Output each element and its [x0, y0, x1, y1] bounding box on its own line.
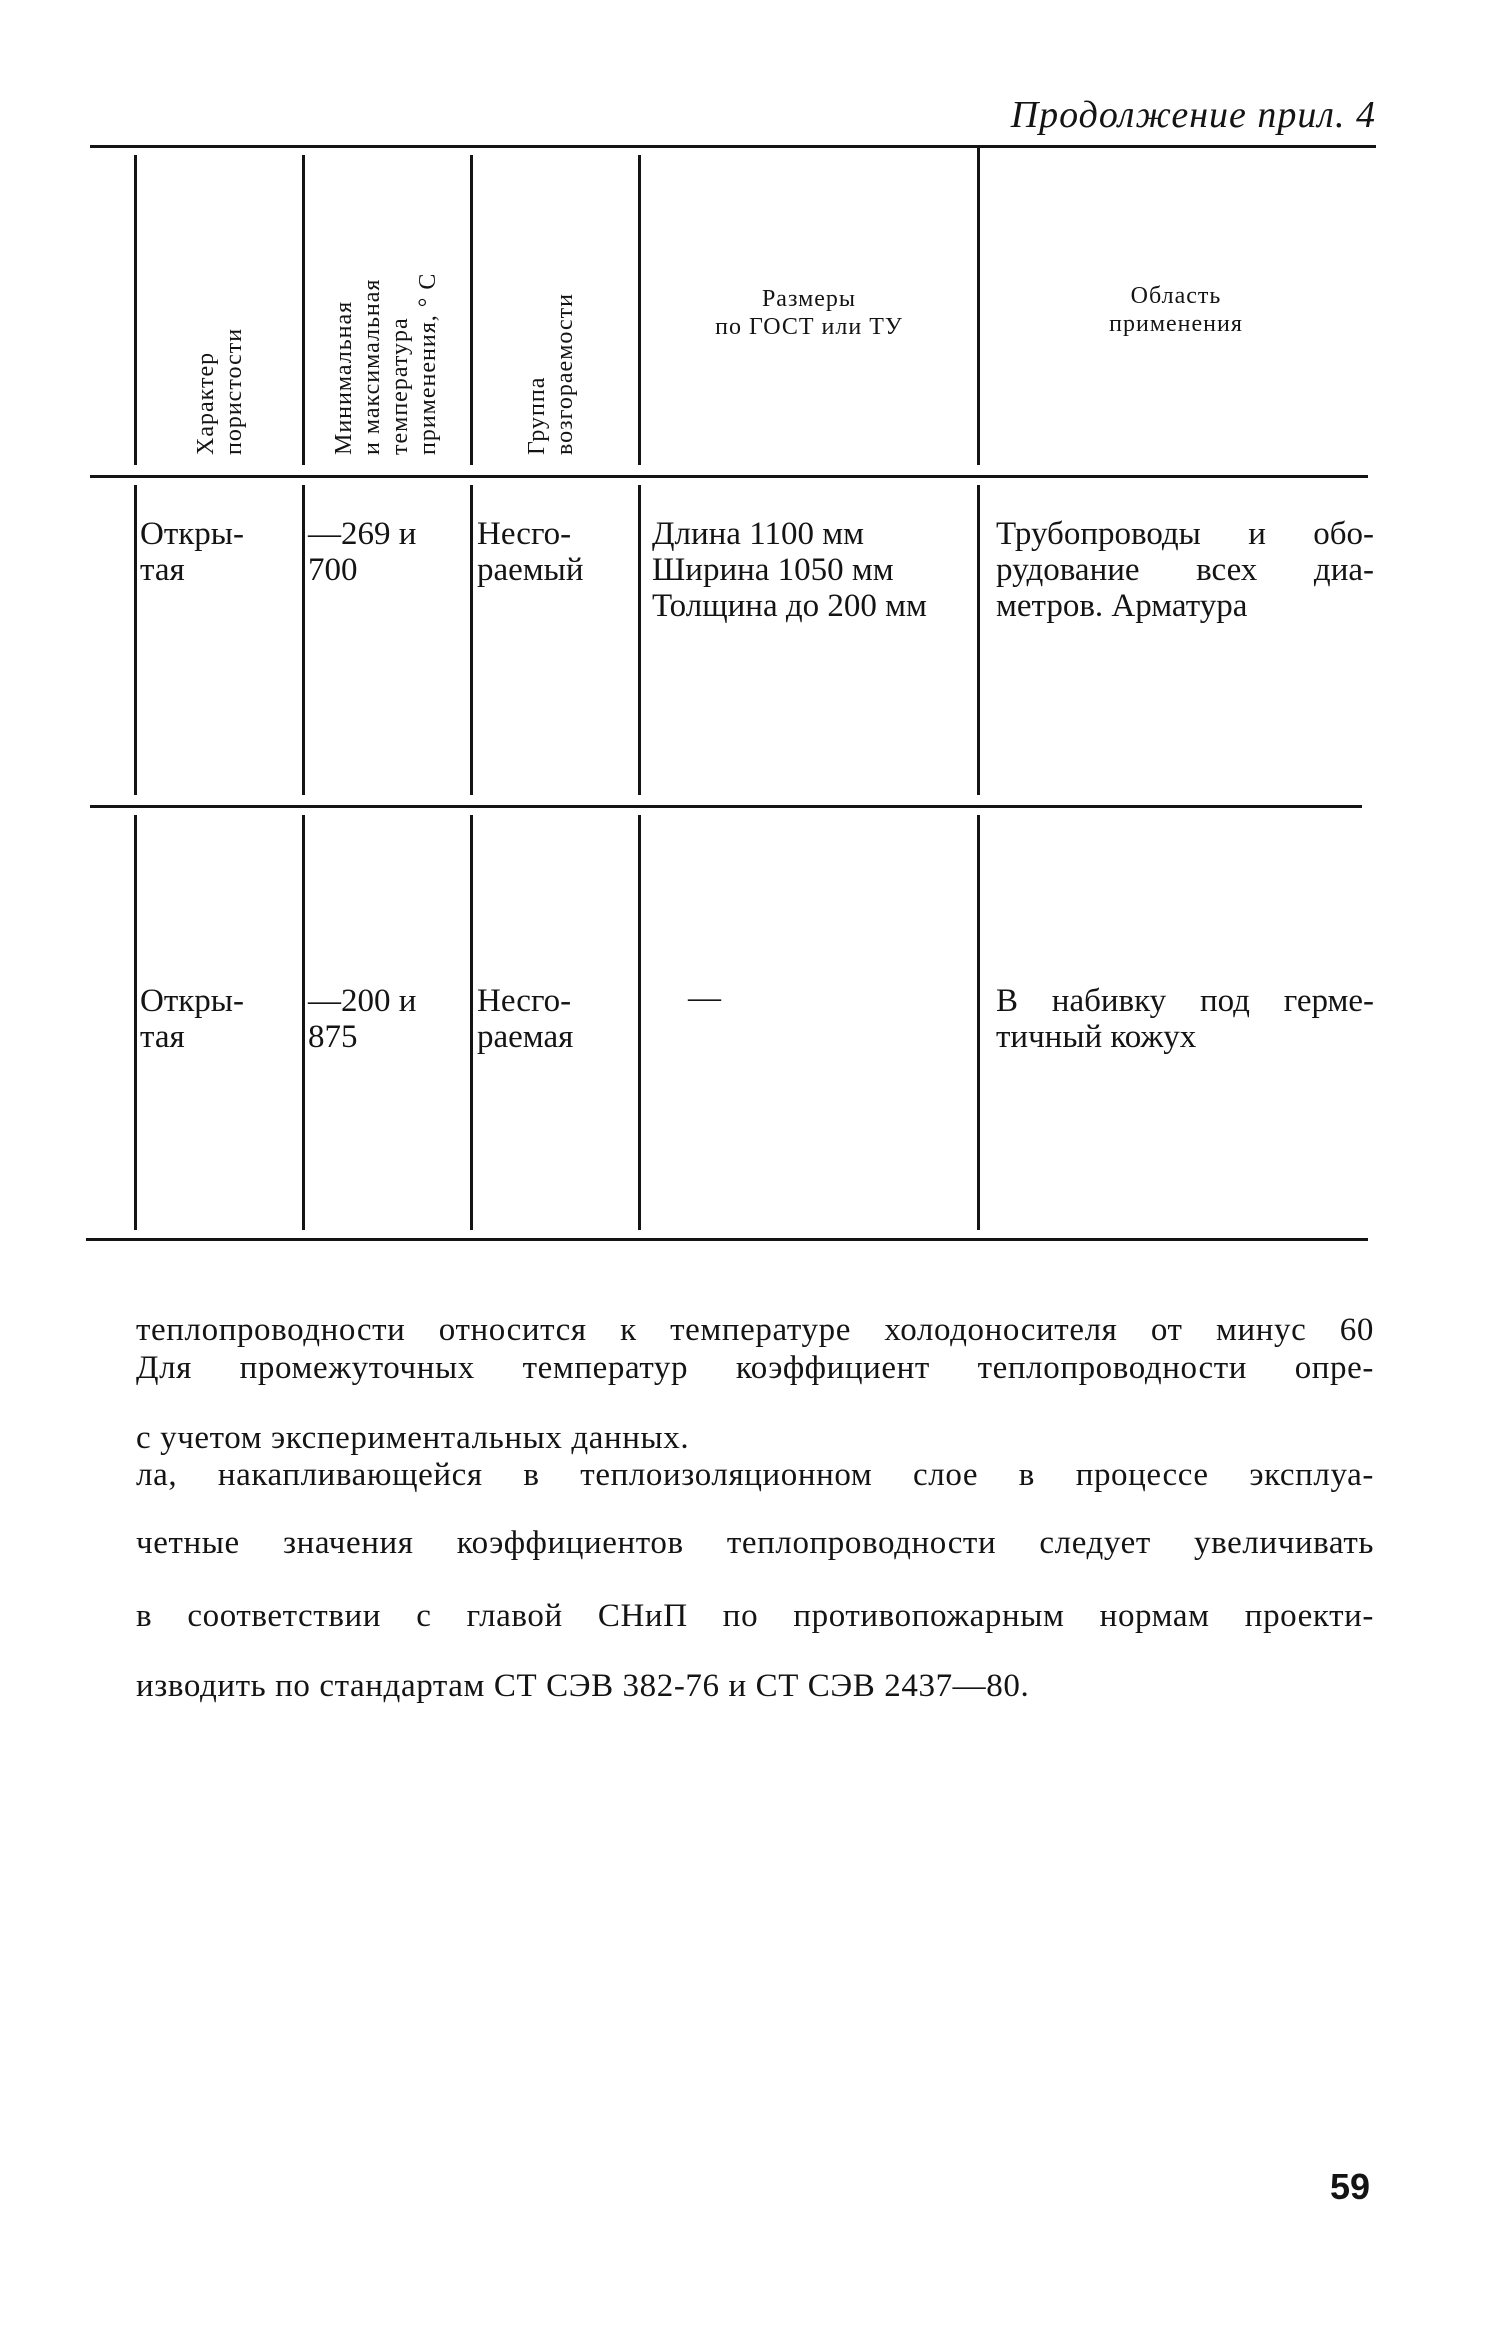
col-rule-1	[134, 155, 137, 465]
col-rule-4	[638, 815, 641, 1230]
table-bottom-rule	[86, 1238, 1368, 1241]
col-rule-3	[470, 155, 473, 465]
body-line: в соответствии с главой СНиП по противопожарным нормам проекти-	[136, 1598, 1374, 1634]
row2-flammability	[477, 983, 573, 1055]
row1-flammability	[477, 516, 584, 588]
header-temperature-line: применения, ° С	[415, 272, 441, 455]
col-rule-3	[470, 485, 473, 795]
cell-line: Несго-	[477, 516, 572, 552]
header-temperature-line: температура	[387, 317, 413, 455]
body-line: теплопроводности относится к температуре холодоносителя от минус 60	[136, 1312, 1374, 1348]
header-porosity-line: пористости	[221, 327, 247, 455]
table-header-rule	[90, 475, 1368, 478]
row1-temperature	[308, 516, 416, 588]
header-application-line: применения	[1109, 311, 1243, 337]
table-row-rule	[90, 805, 1362, 808]
cell-line: Трубопроводы и обо-	[996, 516, 1374, 552]
col-rule-5	[977, 485, 980, 795]
header-temperature-line: Минимальная	[331, 300, 357, 455]
cell-line: тая	[140, 552, 185, 588]
cell-line: Толщина до 200 мм	[652, 588, 927, 624]
cell-line: —269 и	[308, 516, 417, 552]
header-flammability	[523, 245, 579, 455]
cell-line: Ширина 1050 мм	[652, 552, 894, 588]
body-line: ла, накапливающейся в теплоизоляционном слое в процессе эксплуа-	[136, 1457, 1374, 1493]
row1-sizes	[652, 516, 927, 624]
row1-application	[996, 516, 1374, 624]
col-rule-2	[302, 815, 305, 1230]
cell-line: 700	[308, 552, 358, 588]
cell-line: —	[688, 980, 721, 1016]
header-sizes-line: по ГОСТ или ТУ	[715, 314, 903, 340]
header-application-line: Область	[1130, 283, 1222, 309]
cell-line: раемый	[477, 552, 584, 588]
col-rule-5	[977, 815, 980, 1230]
row2-porosity	[140, 983, 244, 1055]
cell-line: Несго-	[477, 983, 572, 1019]
cell-line: Длина 1100 мм	[652, 516, 864, 552]
row2-sizes	[688, 980, 721, 1016]
row2-application	[996, 983, 1374, 1055]
body-line: Для промежуточных температур коэффициент теплопроводности опре-	[136, 1350, 1374, 1386]
row2-temperature	[308, 983, 416, 1055]
body-line: с учетом экспериментальных данных.	[136, 1420, 690, 1456]
header-porosity-line: Характер	[193, 351, 219, 455]
header-temperature	[330, 195, 442, 455]
header-sizes	[641, 285, 977, 341]
cell-line: —200 и	[308, 983, 417, 1019]
cell-line: рудование всех диа-	[996, 552, 1374, 588]
col-rule-4	[638, 485, 641, 795]
cell-line: тичный кожух	[996, 1019, 1197, 1055]
col-rule-3	[470, 815, 473, 1230]
cell-line: раемая	[477, 1019, 574, 1055]
cell-line: Откры-	[140, 516, 244, 552]
col-rule-2	[302, 155, 305, 465]
cell-line: В набивку под герме-	[996, 983, 1374, 1019]
body-line: четные значения коэффициентов теплопроводности следует увеличивать	[136, 1525, 1374, 1561]
row1-porosity	[140, 516, 244, 588]
header-temperature-line: и максимальная	[359, 278, 385, 455]
page-number: 59	[1329, 2166, 1370, 2207]
header-sizes-line: Размеры	[761, 286, 857, 312]
cell-line: 875	[308, 1019, 358, 1055]
body-line: изводить по стандартам СТ СЭВ 382-76 и СТ СЭВ 2437—80.	[136, 1668, 1030, 1704]
cell-line: тая	[140, 1019, 185, 1055]
header-application	[980, 282, 1372, 338]
cell-line: Откры-	[140, 983, 244, 1019]
table-top-rule	[90, 145, 1376, 148]
col-rule-2	[302, 485, 305, 795]
header-porosity	[192, 240, 248, 455]
col-rule-1	[134, 815, 137, 1230]
page-header-continuation: Продолжение прил. 4	[1010, 94, 1376, 136]
header-flammability-line: возгораемости	[552, 293, 578, 455]
col-rule-1	[134, 485, 137, 795]
cell-line: метров. Арматура	[996, 588, 1248, 624]
header-flammability-line: Группа	[524, 376, 550, 455]
